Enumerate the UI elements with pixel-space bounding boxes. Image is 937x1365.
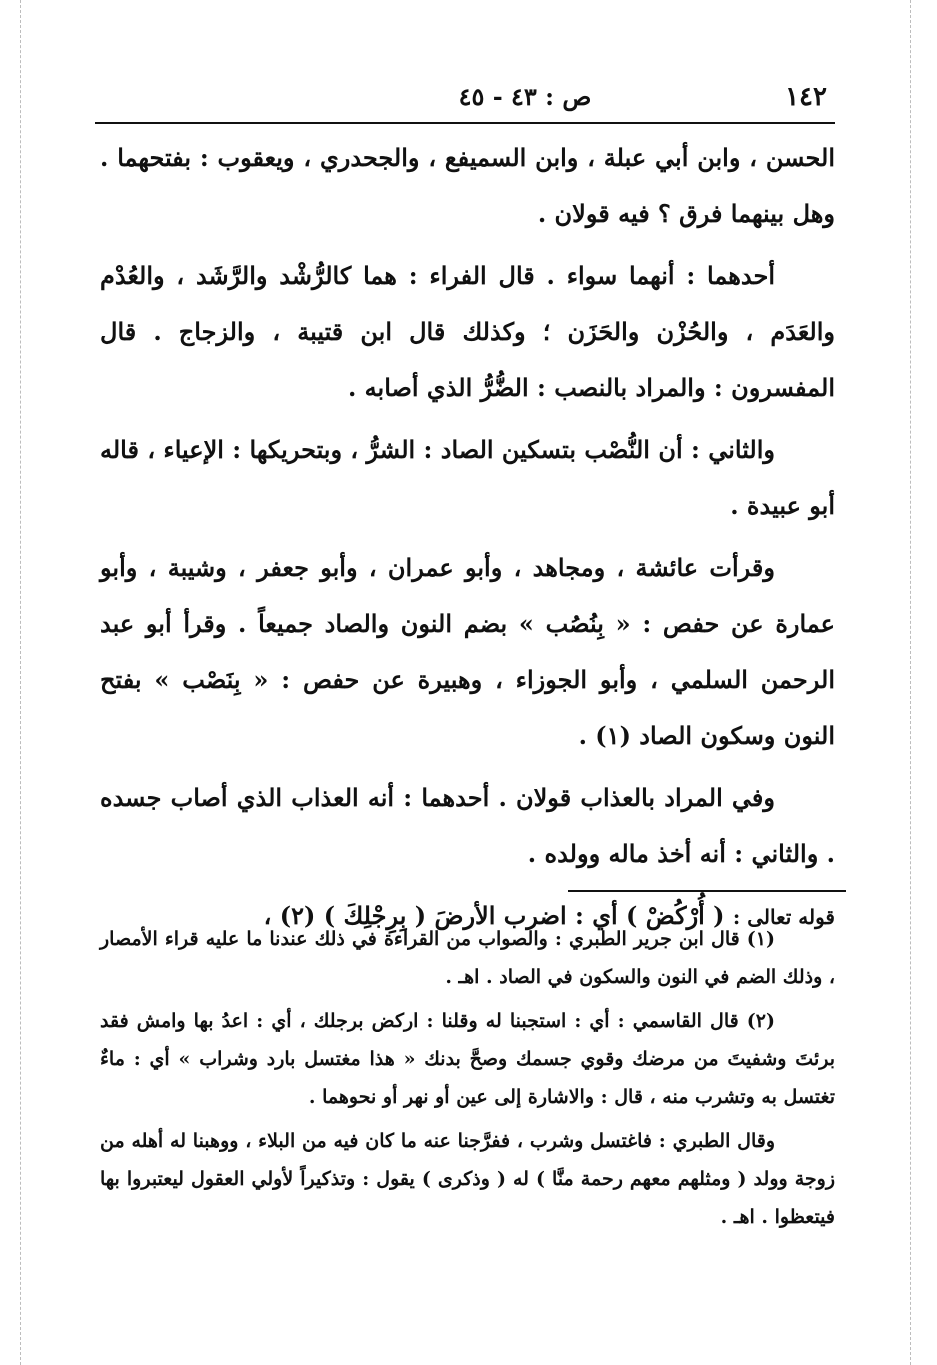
paragraph-1: الحسن ، وابن أبي عبلة ، وابن السميفع ، والجحدري ، ويعقوب : بفتحهما . وهل بينهما فرق ؟ فيه قولان . <box>100 143 835 228</box>
left-margin-dotted-line <box>20 0 21 1365</box>
paragraph-5: وفي المراد بالعذاب قولان . أحدهما : أنه العذاب الذي أصاب جسده . والثاني : أنه أخذ ماله وولده . <box>100 783 835 868</box>
verse-text: ( أُرْكُضْ ) أي : اضرب الأرضَ ( بِرِجْلِكَ ) (٢) ، <box>263 901 725 930</box>
header-rule <box>95 122 835 124</box>
paragraph-4: وقرأت عائشة ، ومجاهد ، وأبو عمران ، وأبو جعفر ، وشيبة ، وأبو عمارة عن حفص : « بِنُصُب » بضم النون والصاد جميعاً . وقرأ أبو عبد الرحمن السلمي ، وأبو الجوزاء ، وهبيرة عن حفص : « بِنَصْب » بفتح النون وسكون الصاد (١) . <box>100 553 835 750</box>
verse-lead: قوله تعالى : <box>732 905 835 929</box>
page-header <box>100 82 835 120</box>
paragraph-2: أحدهما : أنهما سواء . قال الفراء : هما كالرُّشْد والرَّشَد ، والعُدْم والعَدَم ، والحُزْن والحَزَن ؛ وكذلك قال ابن قتيبة ، والزجاج . قال المفسرون : والمراد بالنصب : الضُّرُّ الذي أصابه . <box>100 261 835 402</box>
running-head: ص : ٤٣ - ٤٥ <box>458 82 592 111</box>
main-text <box>100 130 835 945</box>
footnote-rule <box>568 890 846 892</box>
right-margin-dotted-line <box>910 0 911 1365</box>
footnotes <box>100 920 835 1236</box>
page-number: ١٤٢ <box>785 82 827 112</box>
footnote-3: وقال الطبري : فاغتسل وشرب ، ففرَّجنا عنه ما كان فيه من البلاء ، ووهبنا له أهله من زوجة وولد ( ومثلهم معهم رحمة منَّا ) له ( وذكرى ) يقول : وتذكيراً لأولي العقول ليعتبروا بها فيتعظوا . اهـ . <box>100 1130 835 1228</box>
footnote-2: (٢) قال القاسمي : أي : استجبنا له وقلنا : اركض برجلك ، أي : اعدُ بها وامش فقد برئتَ وشفيتَ من مرضك وقوي جسمك وصحَّ بدنك « هذا مغتسل بارد وشراب » أي : ماءٌ تغتسل به وتشرب منه ، قال : والاشارة إلى عين أو نهر أو نحوهما . <box>100 1010 835 1108</box>
paragraph-3: والثاني : أن النُّصْب بتسكين الصاد : الشرُّ ، وبتحريكها : الإعياء ، قاله أبو عبيدة . <box>100 435 835 520</box>
footnote-1: (١) قال ابن جرير الطبري : والصواب من القراءة في ذلك عندنا ما عليه قراء الأمصار ، وذلك الضم في النون والسكون في الصاد . اهـ . <box>100 928 835 988</box>
